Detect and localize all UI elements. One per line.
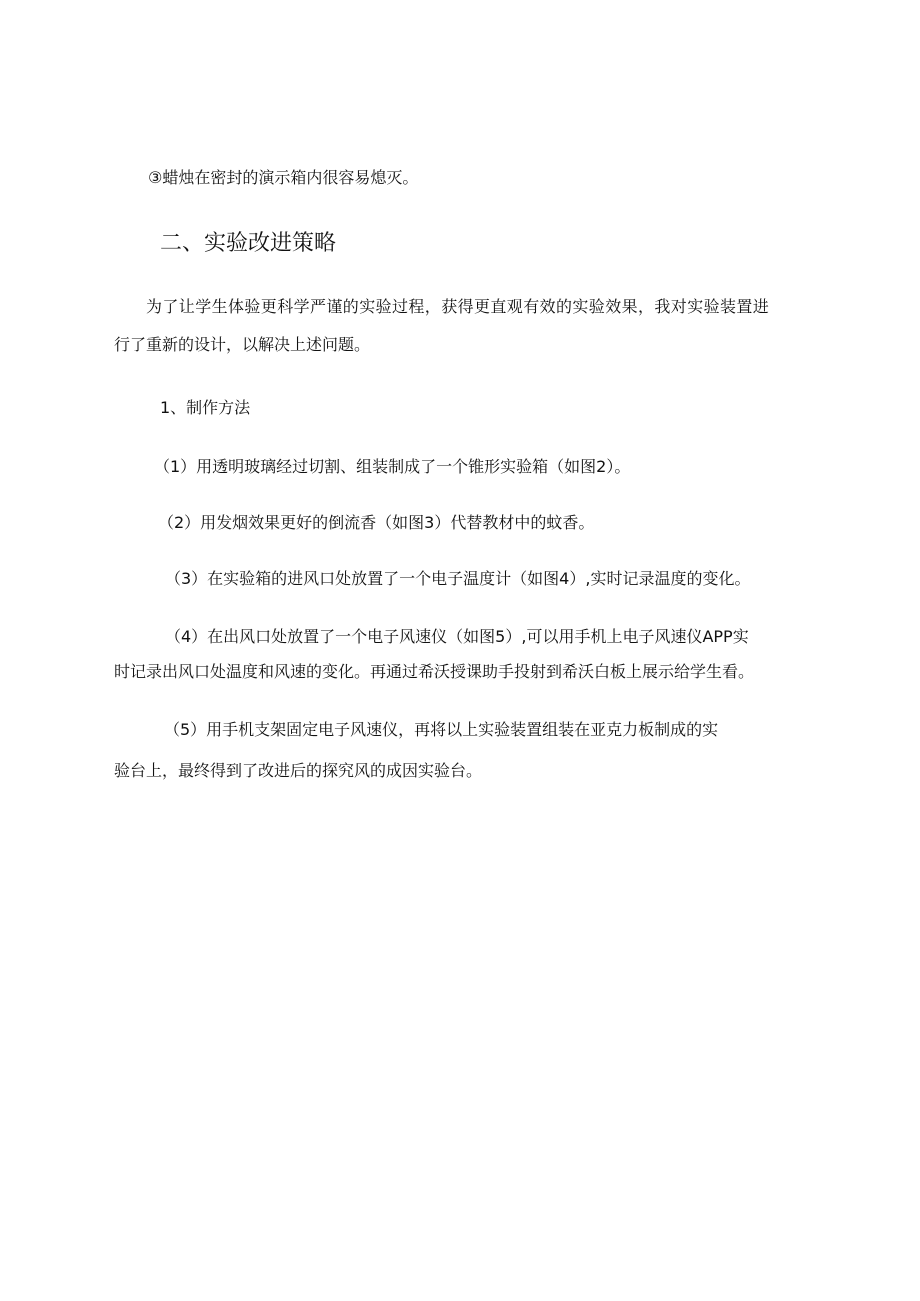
section-heading: 二、实验改进策略 (160, 231, 337, 256)
method-step-1: （1）用透明玻璃经过切割、组装制成了一个锥形实验箱（如图2）。 (154, 457, 631, 476)
method-step-3: （3）在实验箱的进风口处放置了一个电子温度计（如图4）,实时记录温度的变化。 (165, 569, 751, 588)
intro-paragraph-line-2: 行了重新的设计，以解决上述问题。 (114, 335, 371, 354)
method-step-4-line-1: （4）在出风口处放置了一个电子风速仪（如图5）,可以用手机上电子风速仪APP实 (165, 627, 749, 646)
method-step-4-line-2: 时记录出风口处温度和风速的变化。再通过希沃授课助手投射到希沃白板上展示给学生看。 (114, 662, 755, 681)
intro-paragraph-line-1: 为了让学生体验更科学严谨的实验过程，获得更直观有效的实验效果，我对实验装置进 (146, 297, 770, 316)
method-step-5-line-2: 验台上，最终得到了改进后的探究风的成因实验台。 (114, 761, 483, 780)
paragraph-candle-note: ③蜡烛在密封的演示箱内很容易熄灭。 (148, 168, 419, 187)
method-step-5-line-1: （5）用手机支架固定电子风速仪，再将以上实验装置组装在亚克力板制成的实 (164, 720, 719, 739)
method-step-2: （2）用发烟效果更好的倒流香（如图3）代替教材中的蚊香。 (158, 513, 595, 532)
subheading-method: 1、制作方法 (160, 398, 251, 417)
